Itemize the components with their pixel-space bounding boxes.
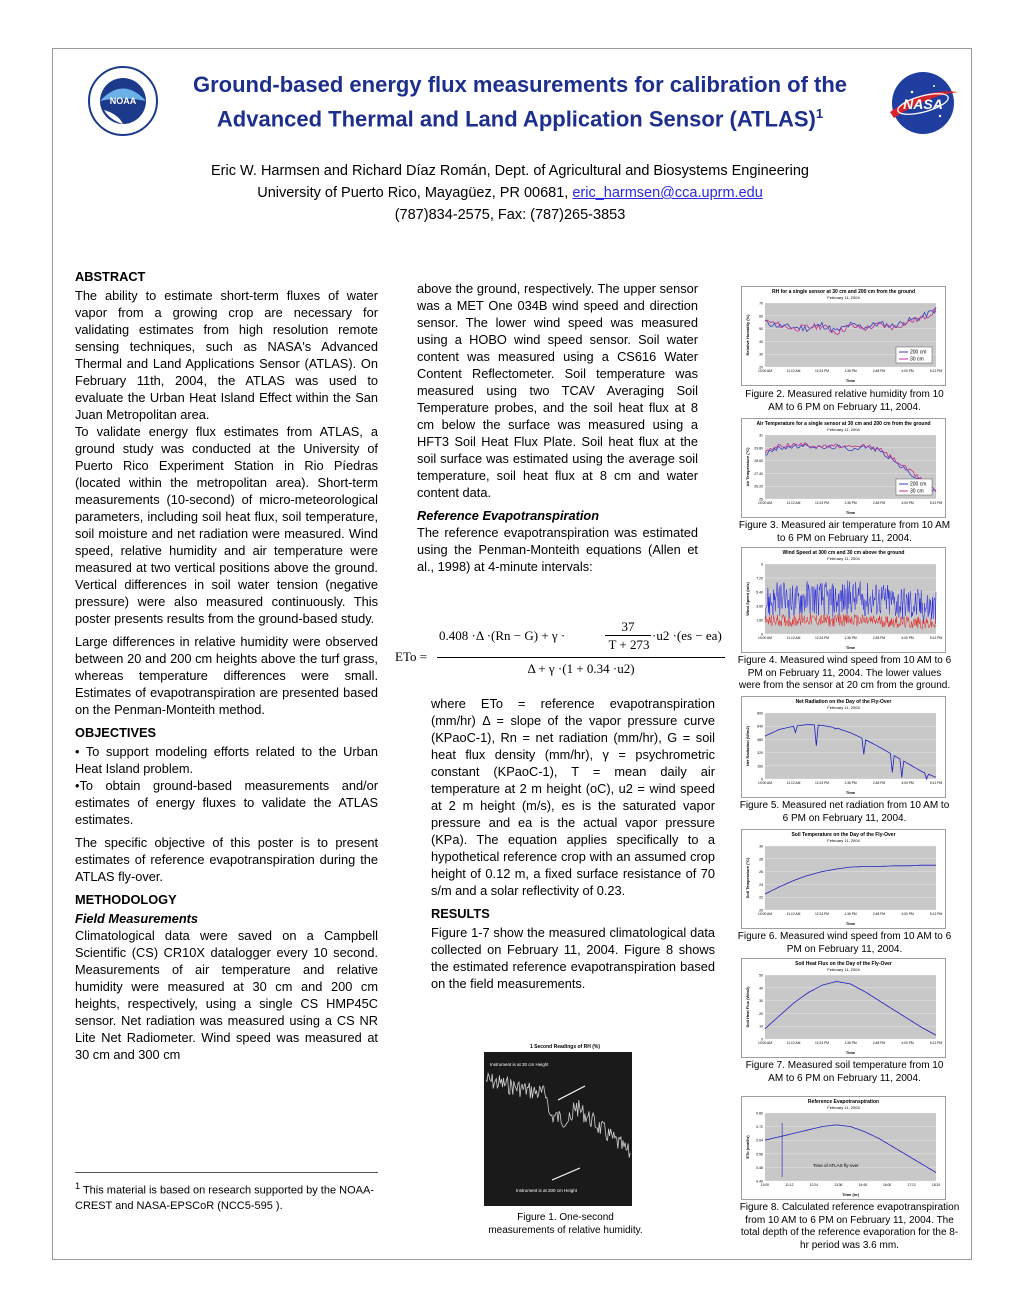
fig8-xlabel: Time (hr) <box>841 1192 860 1197</box>
column-middle-top <box>417 280 698 581</box>
fig8-title: Reference Evapotranspiration <box>807 1099 880 1105</box>
fig1-label-bottom: Instrument is at 200 cm Height <box>516 1188 578 1193</box>
methodology-p2: above the ground, respectively. The upper sensor was a MET One 034B wind speed and direction sensor. The lower wind speed was measured using a HOBO wind speed sensor. Soil water content was measured using a CS616 Water Content Reflectometer. Soil temperature was measured using two TCAV Averaging Soil Temperature probes, and the soil heat flux at 8 cm below the surface was measured using a HFT3 Soil Heat Flux Plate. Soil heat flux at the soil surface was estimated using the average soil temperature, soil heat flux at 8 cm and water content data. <box>417 281 698 500</box>
fig2-ytick: 70 <box>759 301 763 306</box>
fig6-xlabel: Time <box>845 921 856 926</box>
title-line-1: Ground-based energy flux measurements for calibration of the <box>192 72 848 97</box>
fig6-ytick: 28 <box>759 857 763 862</box>
fig8-plot-area <box>765 1113 936 1181</box>
authors-block <box>100 160 920 226</box>
fig2-xlabel: Time <box>845 378 856 383</box>
fig3-ytick: 26.20 <box>754 484 763 489</box>
footnote-text: This material is based on research supported by the NOAA-CREST and NASA-EPSCoR (NCC5-595 ). <box>75 1184 374 1212</box>
fig7-ytick: 10 <box>759 1024 763 1029</box>
fig5-xlabel: Time <box>845 790 856 795</box>
fig6-ytick: 24 <box>759 882 763 887</box>
affiliation-line <box>100 182 920 204</box>
fig4-ytick: 5.40 <box>756 590 763 595</box>
fig8-ytick: 0.80 <box>756 1111 763 1116</box>
fig3-title: Air Temperature for a single sensor at 30 cm and 200 cm from the ground <box>756 421 931 427</box>
abstract-heading: ABSTRACT <box>75 269 146 284</box>
fig7-ytick: 20 <box>759 1011 763 1016</box>
fig2-ytick: 30 <box>759 352 763 357</box>
equation-main-bar <box>437 657 725 658</box>
fig8-ylabel: ETo (mm/hr) <box>745 1135 750 1159</box>
column-middle-bottom <box>431 695 715 998</box>
fig5-xtick: 12:24 PM <box>814 781 830 785</box>
figure-2-caption: Figure 2. Measured relative humidity from 10 AM to 6 PM on February 11, 2004. <box>745 389 944 413</box>
fig2-chart <box>741 286 946 386</box>
fig3-subtitle: February 11, 2004 <box>827 427 860 432</box>
results-p1: Figure 1-7 show the measured climatological data collected on February 11, 2004. Figure 8 shows the estimated reference evapotranspiration based on the field measurements. <box>431 925 715 991</box>
fig5-xtick: 10:00 AM <box>758 781 772 785</box>
fig6-xtick: 10:00 AM <box>758 912 772 916</box>
methodology-p1: Climatological data were saved on a Campbell Scientific (CS) CR10X datalogger every 10 second. Measurements of air temperature and relative humidity were measured at 30 cm and 200 cm heights, respectively, using a single CS HMP45C sensor. Net radiation was measured using a CS NR Lite Net Radiometer. Wind speed was measured at 30 cm and 300 cm <box>75 928 378 1062</box>
fig4-subtitle: February 11, 2004 <box>827 556 860 561</box>
abstract-p3: Large differences in relative humidity were observed between 20 and 200 cm heights above the turf grass, whereas temperature differences were small. Estimates of evapotranspiration are presented based on the Penman-Monteith method. <box>75 634 378 717</box>
fig6-ytick: 20 <box>759 908 763 913</box>
fig6-xtick: 12:24 PM <box>814 912 830 916</box>
fig2-ytick: 40 <box>759 339 763 344</box>
fig2-xtick: 1:36 PM <box>844 369 857 373</box>
fig3-xtick: 10:00 AM <box>758 501 772 505</box>
fig6-ytick: 22 <box>759 895 763 900</box>
fig5-ytick: 640 <box>757 724 763 729</box>
fig6-xtick: 11:12 AM <box>786 912 801 916</box>
figure-8-caption: Figure 8. Calculated reference evapotranspiration from 10 AM to 6 PM on February 11, 2004. The total depth of the reference evaporation for the 8-hr period was 3.6 mm. <box>739 1202 960 1251</box>
fig5-ylabel: Net Radiation (W/m2) <box>745 725 750 767</box>
fig2-ylabel: Relative Humidity (%) <box>745 314 750 356</box>
fig3-xlabel: Time <box>845 510 856 515</box>
fig5-xtick: 4:00 PM <box>901 781 914 785</box>
title-line-2 <box>150 99 890 133</box>
figure-5-caption: Figure 5. Measured net radiation from 10 AM to 6 PM on February 11, 2004. <box>739 800 950 824</box>
fig6-chart <box>741 829 946 929</box>
fig2-xtick: 5:12 PM <box>929 369 943 373</box>
fig8-xtick: 16:00 <box>883 1183 892 1187</box>
fig8-xtick: 18:24 <box>931 1183 941 1187</box>
fig7-xtick: 2:48 PM <box>872 1041 886 1045</box>
fig6-xtick: 2:48 PM <box>872 912 886 916</box>
poster-title <box>150 70 890 133</box>
fig3-ytick: 28.60 <box>754 459 763 464</box>
fig8-xtick: 12:24 <box>809 1183 818 1187</box>
fig2-legend-label: 30 cm <box>910 356 924 363</box>
fig7-plot-area <box>765 975 936 1039</box>
fig4-xlabel: Time <box>845 645 856 650</box>
results-heading: RESULTS <box>431 906 490 921</box>
fig6-xtick: 4:00 PM <box>901 912 914 916</box>
noaa-logo-text: NOAA <box>109 96 137 106</box>
equation-denominator: Δ + γ ·(1 + 0.34 ·u2) <box>527 661 635 676</box>
fig5-title: Net Radiation on the Day of the Fly-Over <box>795 699 892 705</box>
nasa-logo-text: NASA <box>903 96 943 112</box>
fig4-ytick: 0 <box>761 632 763 637</box>
equation-lhs: ETo = <box>395 649 428 664</box>
fig8-chart <box>741 1096 946 1200</box>
figure-1-rh-one-second <box>480 1040 650 1210</box>
fig4-ylabel: Wind Speed (m/s) <box>745 582 750 616</box>
fig7-ytick: 50 <box>759 973 763 978</box>
equation-numerator-right: ·u2 ·(es − ea) <box>652 628 722 643</box>
fig2-xtick: 11:12 AM <box>786 369 801 373</box>
reference-et-heading: Reference Evapotranspiration <box>417 508 600 523</box>
fig5-xtick: 2:48 PM <box>872 781 886 785</box>
fig5-chart <box>741 696 946 798</box>
objective-bullet-2: •To obtain ground-based measurements and/or estimates of energy fluxes to validate the ATLAS estimates. <box>75 778 378 827</box>
fig4-ytick: 7.20 <box>756 576 763 581</box>
fig7-chart <box>741 958 946 1058</box>
equation-frac-bar <box>605 635 651 636</box>
figure-4-caption: Figure 4. Measured wind speed from 10 AM to 6 PM on February 11, 2004. The lower values were from the sensor at 20 cm from the ground. <box>737 655 952 691</box>
fig3-ytick: 27.40 <box>754 471 763 476</box>
fig4-xtick: 5:12 PM <box>929 636 943 640</box>
fig4-title: Wind Speed at 300 cm and 30 cm above the ground <box>782 550 905 556</box>
fig7-xtick: 12:24 PM <box>814 1041 830 1045</box>
fig6-ytick: 30 <box>759 844 763 849</box>
fig4-xtick: 1:36 PM <box>844 636 857 640</box>
fig7-xtick: 4:00 PM <box>901 1041 914 1045</box>
fig2-legend-label: 200 cm <box>910 349 927 356</box>
fig3-ytick: 31 <box>759 433 763 438</box>
fig3-legend-label: 30 cm <box>910 488 924 495</box>
fig8-ytick: 0.40 <box>756 1179 763 1184</box>
fig8-xtick: 11:12 <box>785 1183 794 1187</box>
fig1-plot-area <box>484 1052 632 1206</box>
fig2-ytick: 20 <box>759 365 763 370</box>
equation-frac-den: T + 273 <box>608 637 650 652</box>
fig8-ytick: 0.56 <box>756 1152 763 1157</box>
fig6-plot-area <box>765 846 936 910</box>
affiliation: University of Puerto Rico, Mayagüez, PR 00681, <box>257 185 573 201</box>
fig8-annotation: Time of ATLAS fly-over <box>812 1163 859 1168</box>
column-left <box>75 264 378 1069</box>
fig3-legend-label: 200 cm <box>910 481 927 488</box>
fig8-xtick: 13:36 <box>834 1183 843 1187</box>
fig4-xtick: 11:12 AM <box>786 636 801 640</box>
equation-numerator-left: 0.408 ·Δ ·(Rn − G) + γ · <box>439 628 566 643</box>
abstract-p2: To validate energy flux estimates from ATLAS, a ground study was conducted at the University of Puerto Rico Experiment Station in Rio Píedras (located within the metropolitan area). Short-term measurements (10-second) of micro-meteorological parameters, including soil heat flux, soil temperature, soil moisture and net radiation were measured. Wind speed, relative humidity and air temperature were measured at two vertical positions above the ground. Vertical differences in soil water tension (negative pressure) were also measured continuously. This poster presents results from the ground-based study. <box>75 424 378 626</box>
fig3-chart <box>741 418 946 518</box>
fig3-ytick: 29.80 <box>754 446 763 451</box>
fig7-ytick: 40 <box>759 986 763 991</box>
fig3-ytick: 25 <box>759 497 763 502</box>
nasa-logo <box>886 70 960 136</box>
title-line-2-text: Advanced Thermal and Land Application Sensor (ATLAS) <box>216 106 816 132</box>
fig6-ylabel: Soil Temperature (°C) <box>745 857 750 899</box>
fig5-plot-area <box>765 713 936 779</box>
fig7-xtick: 1:36 PM <box>844 1041 857 1045</box>
fig1-title: 1 Second Readings of RH (%) <box>529 1044 601 1050</box>
fig4-ytick: 9 <box>761 562 763 567</box>
fig6-subtitle: February 11, 2004 <box>827 838 860 843</box>
authors: Eric W. Harmsen and Richard Díaz Román, Dept. of Agricultural and Biosystems Engineering <box>211 163 809 179</box>
equation-frac-num: 37 <box>621 619 635 634</box>
title-footnote-mark: 1 <box>815 106 824 121</box>
field-measurements-heading: Field Measurements <box>75 911 199 926</box>
fig5-xtick: 1:36 PM <box>844 781 857 785</box>
fig4-ytick: 1.80 <box>756 618 763 623</box>
fig3-xtick: 11:12 AM <box>786 501 801 505</box>
methodology-p3: The reference evapotranspiration was estimated using the Penman-Monteith equations (Allen et al., 1998) at 4-minute intervals: <box>417 525 698 574</box>
fig3-xtick: 1:36 PM <box>844 501 857 505</box>
footnote-mark: 1 <box>75 1181 81 1191</box>
fig7-ytick: 0 <box>761 1037 763 1042</box>
fig2-ytick: 60 <box>759 314 763 319</box>
fig6-title: Soil Temperature on the Day of the Fly-Over <box>791 832 896 838</box>
fig3-xtick: 12:24 PM <box>814 501 830 505</box>
fig2-ytick: 50 <box>759 327 763 332</box>
fig5-subtitle: February 11, 2004 <box>827 705 860 710</box>
phone: (787)834-2575, Fax: (787)265-3853 <box>394 207 626 223</box>
fig2-subtitle: February 11, 2004 <box>827 295 860 300</box>
fig4-xtick: 4:00 PM <box>901 636 914 640</box>
fig8-xtick: 10:00 <box>760 1183 770 1187</box>
noaa-logo <box>88 66 158 136</box>
email-link[interactable]: eric_harmsen@cca.uprm.edu <box>572 185 763 201</box>
fig5-ytick: 320 <box>757 751 763 756</box>
fig7-xtick: 11:12 AM <box>786 1041 801 1045</box>
fig5-ytick: 0 <box>761 777 763 782</box>
objectives-p1: The specific objective of this poster is to present estimates of reference evapotranspiration during the ATLAS fly-over. <box>75 835 378 884</box>
fig7-xlabel: Time <box>845 1050 856 1055</box>
figure-7-caption: Figure 7. Measured soil temperature from 10 AM to 6 PM on February 11, 2004. <box>745 1060 944 1084</box>
fig3-xtick: 5:12 PM <box>929 501 943 505</box>
fig7-ytick: 30 <box>759 999 763 1004</box>
fig2-xtick: 12:24 PM <box>814 369 830 373</box>
objective-bullet-1: • To support modeling efforts related to the Urban Heat Island problem. <box>75 744 378 776</box>
fig3-xtick: 2:48 PM <box>872 501 886 505</box>
figure-6-caption: Figure 6. Measured wind speed from 10 AM to 6 PM on February 11, 2004. <box>737 931 952 955</box>
penman-monteith-equation <box>395 616 725 686</box>
fig6-ytick: 26 <box>759 870 763 875</box>
objectives-heading: OBJECTIVES <box>75 725 157 740</box>
fig4-chart <box>741 547 946 653</box>
fig4-xtick: 12:24 PM <box>814 636 830 640</box>
abstract-p1: The ability to estimate short-term fluxes of water vapor from a growing crop are necessary for validating estimates from high resolution remote sensing techniques, such as NASA's Advanced Thermal and Land Applications Sensor (ATLAS). On February 11th, 2004, the ATLAS was used to evaluate the Urban Heat Island Effect within the San Juan Metropolitan area. <box>75 288 378 422</box>
methodology-p4: where ETo = reference evapotranspiration (mm/hr) Δ = slope of the vapor pressure curve (KPaoC-1), Rn = net radiation (mm/hr), G = soil heat flux density (mm/hr), γ = psychrometric constant (KPaoC-1), T = mean daily air temperature at 2 m height (oC), u2 = wind speed at 2 m height (m/s), es is the saturated vapor pressure and ea is the actual vapor pressure (KPa). The equation applies specifically to a hypothetical reference crop with an assumed crop height of 0.12 m, a fixed surface resistance of 70 s/m and a solar reflectivity of 0.23. <box>431 696 715 898</box>
fig5-ytick: 480 <box>757 737 763 742</box>
fig4-ytick: 3.60 <box>756 604 763 609</box>
fig5-ytick: 160 <box>757 764 763 769</box>
fig8-xtick: 14:48 <box>858 1183 867 1187</box>
fig8-subtitle: February 11, 2004 <box>827 1105 860 1110</box>
footnote <box>75 1172 378 1214</box>
fig6-xtick: 5:12 PM <box>929 912 943 916</box>
fig7-title: Soil Heat Flux on the Day of the Fly-Over <box>795 961 892 967</box>
fig7-xtick: 10:00 AM <box>758 1041 772 1045</box>
fig6-xtick: 1:36 PM <box>844 912 857 916</box>
fig7-xtick: 5:12 PM <box>929 1041 943 1045</box>
fig8-ytick: 0.72 <box>756 1125 763 1130</box>
fig2-xtick: 4:00 PM <box>901 369 914 373</box>
fig5-xtick: 11:12 AM <box>786 781 801 785</box>
fig5-ytick: 800 <box>757 711 763 716</box>
fig1-label-top: Instrument is at 30 cm Height <box>490 1062 549 1067</box>
fig5-xtick: 5:12 PM <box>929 781 943 785</box>
fig3-ylabel: Air Temperature (°C) <box>745 447 750 487</box>
fig2-xtick: 10:00 AM <box>758 369 772 373</box>
fig4-xtick: 10:00 AM <box>758 636 772 640</box>
fig7-subtitle: February 11, 2004 <box>827 967 860 972</box>
fig4-xtick: 2:48 PM <box>872 636 886 640</box>
fig8-xtick: 17:12 <box>907 1183 916 1187</box>
fig7-ylabel: Soil Heat Flux (W/m2) <box>745 986 750 1028</box>
fig8-ytick: 0.48 <box>756 1165 763 1170</box>
fig2-xtick: 2:48 PM <box>872 369 886 373</box>
fig8-ytick: 0.64 <box>756 1138 763 1143</box>
figure-3-caption: Figure 3. Measured air temperature from 10 AM to 6 PM on February 11, 2004. <box>738 520 951 544</box>
fig3-xtick: 4:00 PM <box>901 501 914 505</box>
figure-1-caption: Figure 1. One-second measurements of relative humidity. <box>488 1212 643 1236</box>
fig2-title: RH for a single sensor at 30 cm and 200 cm from the ground <box>771 289 916 295</box>
methodology-heading: METHODOLOGY <box>75 892 177 907</box>
